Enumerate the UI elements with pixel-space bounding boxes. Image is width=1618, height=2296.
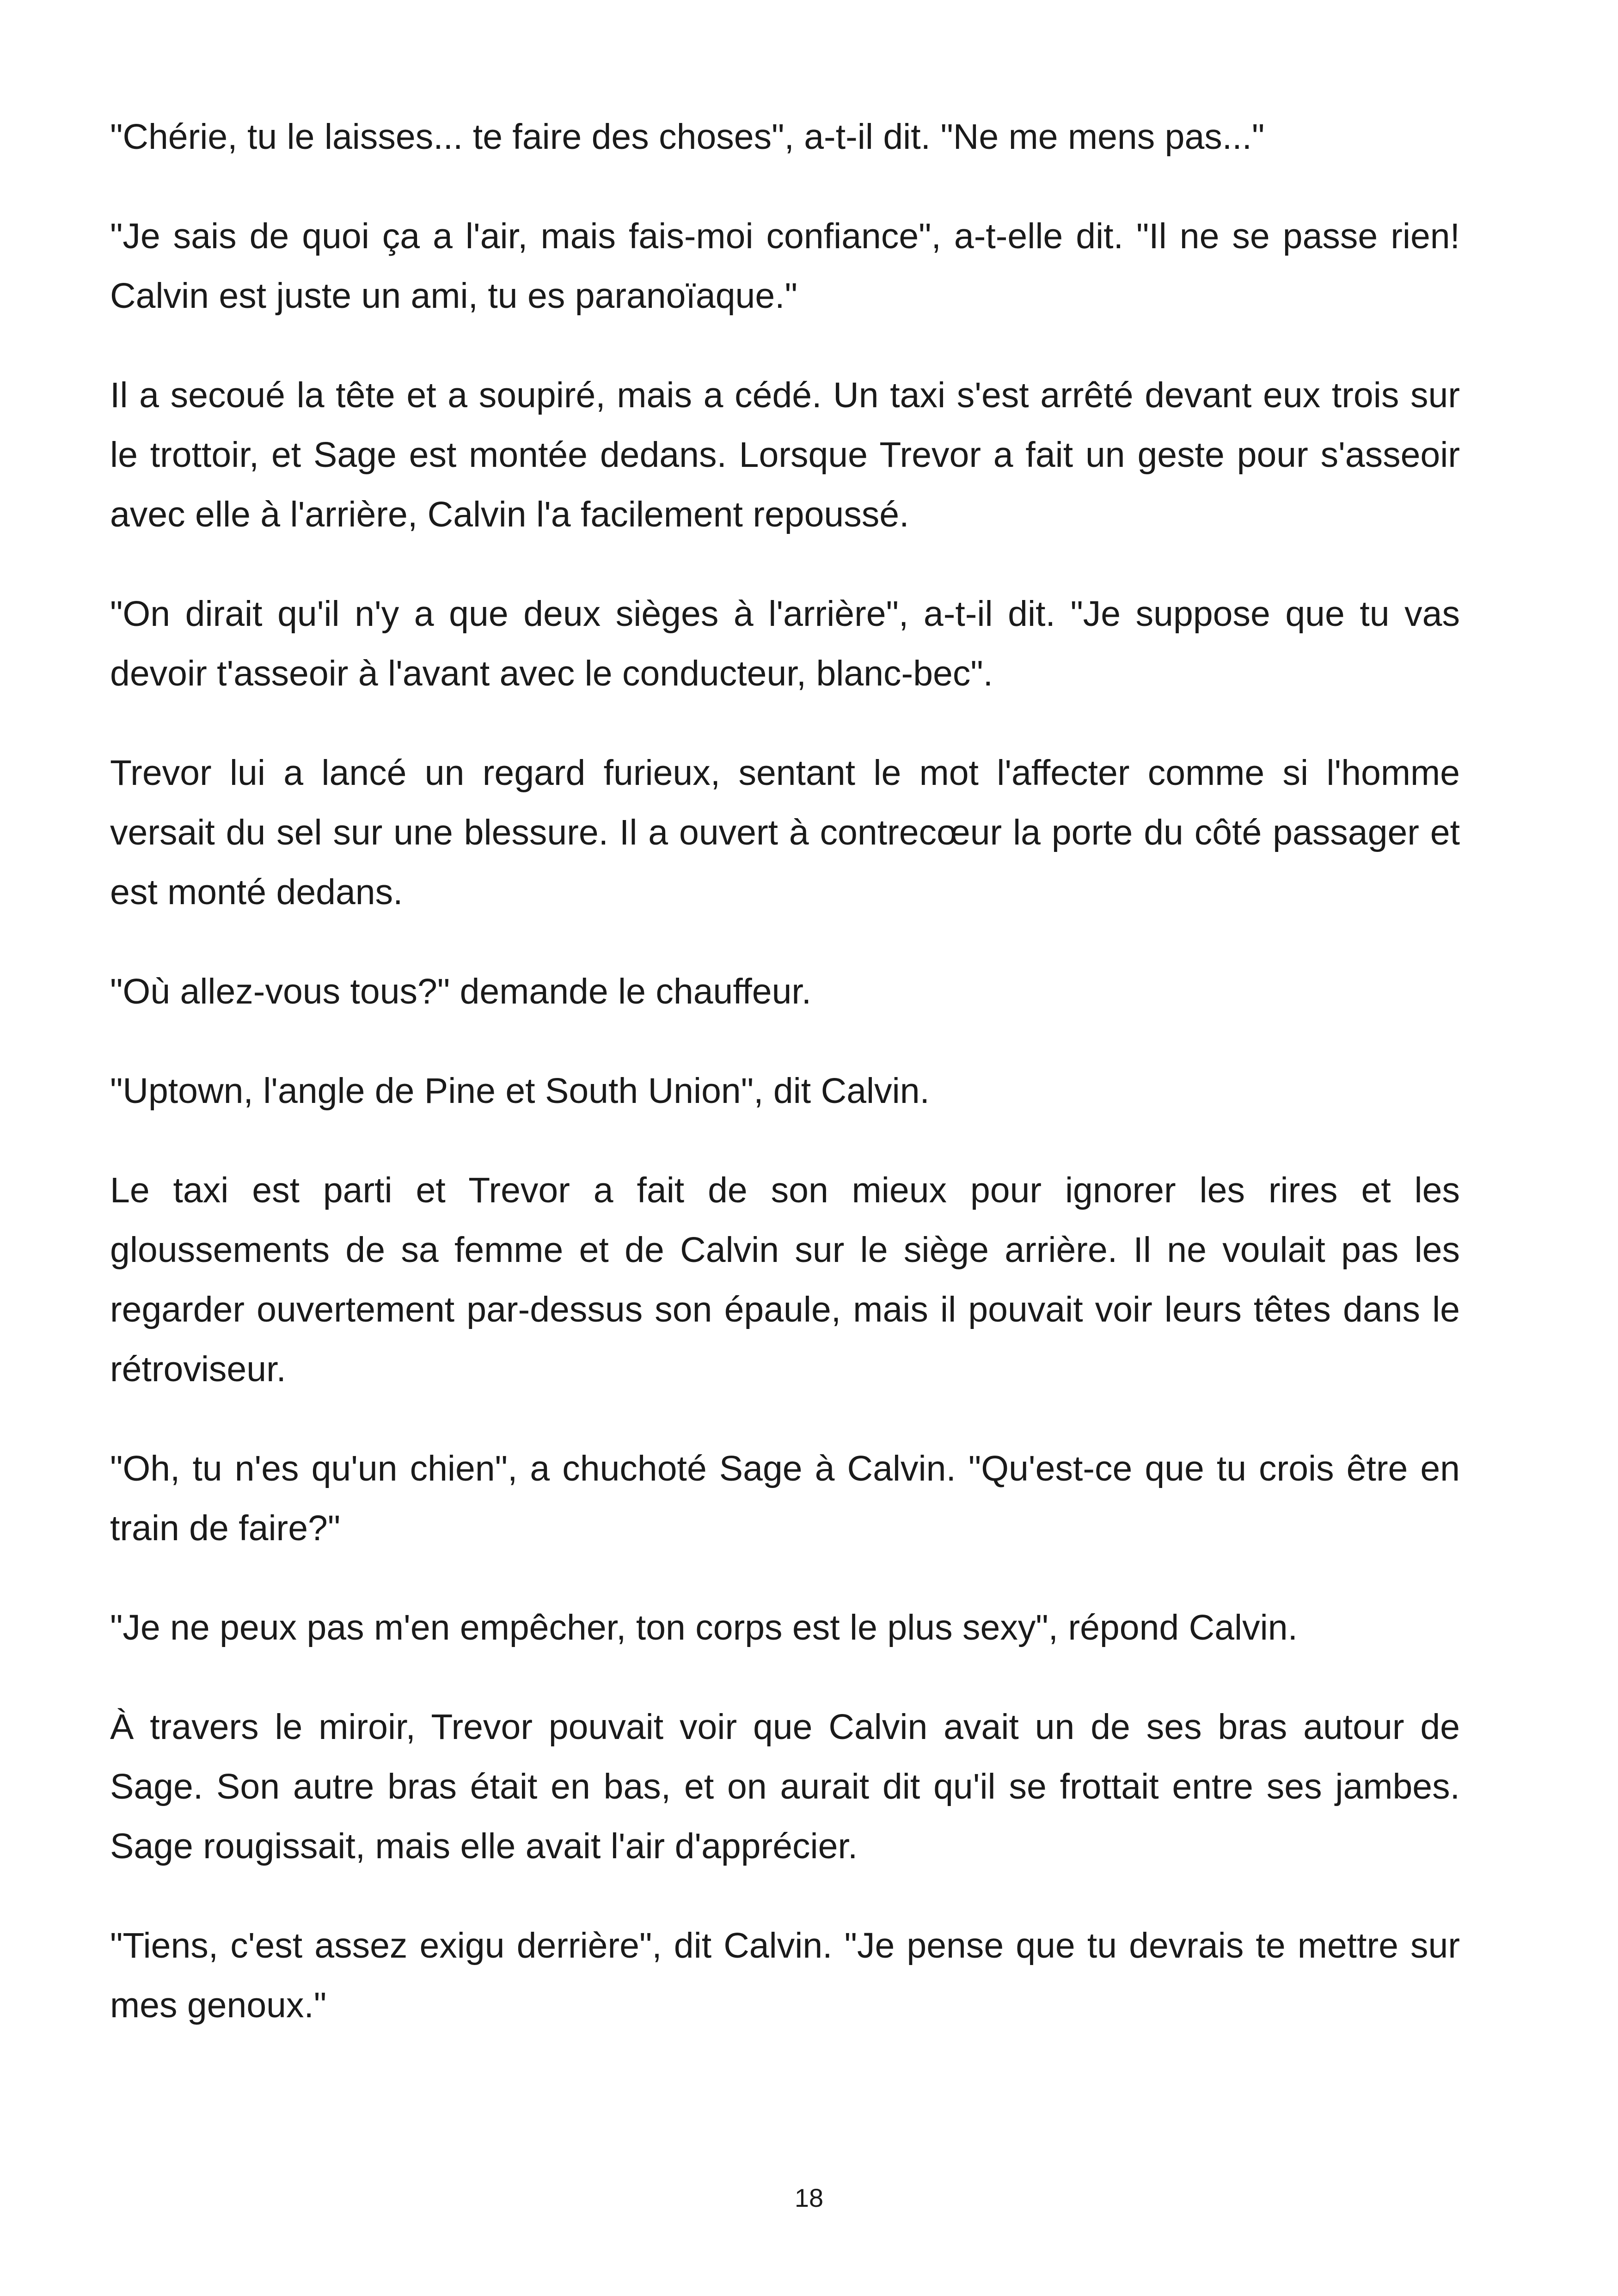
- paragraph: Le taxi est parti et Trevor a fait de son mieux pour ignorer les rires et les gloussements de sa femme et de Calvin sur le siège arrière. Il ne voulait pas les regarder ouvertement par-dessus son épaule, mais il pouvait voir leurs têtes dans le rétroviseur.: [110, 1170, 1460, 1389]
- page-number: 18: [794, 2183, 824, 2212]
- paragraph: Il a secoué la tête et a soupiré, mais a cédé. Un taxi s'est arrêté devant eux trois sur le trottoir, et Sage est montée dedans. Lorsque Trevor a fait un geste pour s'asseoir avec elle à l'arrière, Calvin l'a facilement repoussé.: [110, 375, 1460, 534]
- paragraph: "On dirait qu'il n'y a que deux sièges à l'arrière", a-t-il dit. "Je suppose que tu vas devoir t'asseoir à l'avant avec le conducteur, blanc-bec".: [110, 594, 1460, 693]
- paragraph: "Uptown, l'angle de Pine et South Union", dit Calvin.: [110, 1071, 930, 1111]
- paragraph: "Chérie, tu le laisses... te faire des choses", a-t-il dit. "Ne me mens pas...": [110, 117, 1265, 157]
- paragraph: À travers le miroir, Trevor pouvait voir que Calvin avait un de ses bras autour de Sage. Son autre bras était en bas, et on aurait dit qu'il se frottait entre ses jambes. Sage rougissait, mais elle avait l'air d'apprécier.: [110, 1707, 1460, 1866]
- paragraph: "Où allez-vous tous?" demande le chauffeur.: [110, 972, 812, 1011]
- text-body: [110, 107, 1460, 2075]
- paragraph: "Je ne peux pas m'en empêcher, ton corps est le plus sexy", répond Calvin.: [110, 1608, 1298, 1647]
- paragraph: "Je sais de quoi ça a l'air, mais fais-moi confiance", a-t-elle dit. "Il ne se passe rien! Calvin est juste un ami, tu es paranoïaque.": [110, 216, 1460, 316]
- paragraph: Trevor lui a lancé un regard furieux, sentant le mot l'affecter comme si l'homme versait du sel sur une blessure. Il a ouvert à contrecœur la porte du côté passager et est monté dedans.: [110, 753, 1460, 912]
- paragraph: "Oh, tu n'es qu'un chien", a chuchoté Sage à Calvin. "Qu'est-ce que tu crois être en train de faire?": [110, 1449, 1460, 1548]
- paragraph: "Tiens, c'est assez exigu derrière", dit Calvin. "Je pense que tu devrais te mettre sur mes genoux.": [110, 1926, 1460, 2025]
